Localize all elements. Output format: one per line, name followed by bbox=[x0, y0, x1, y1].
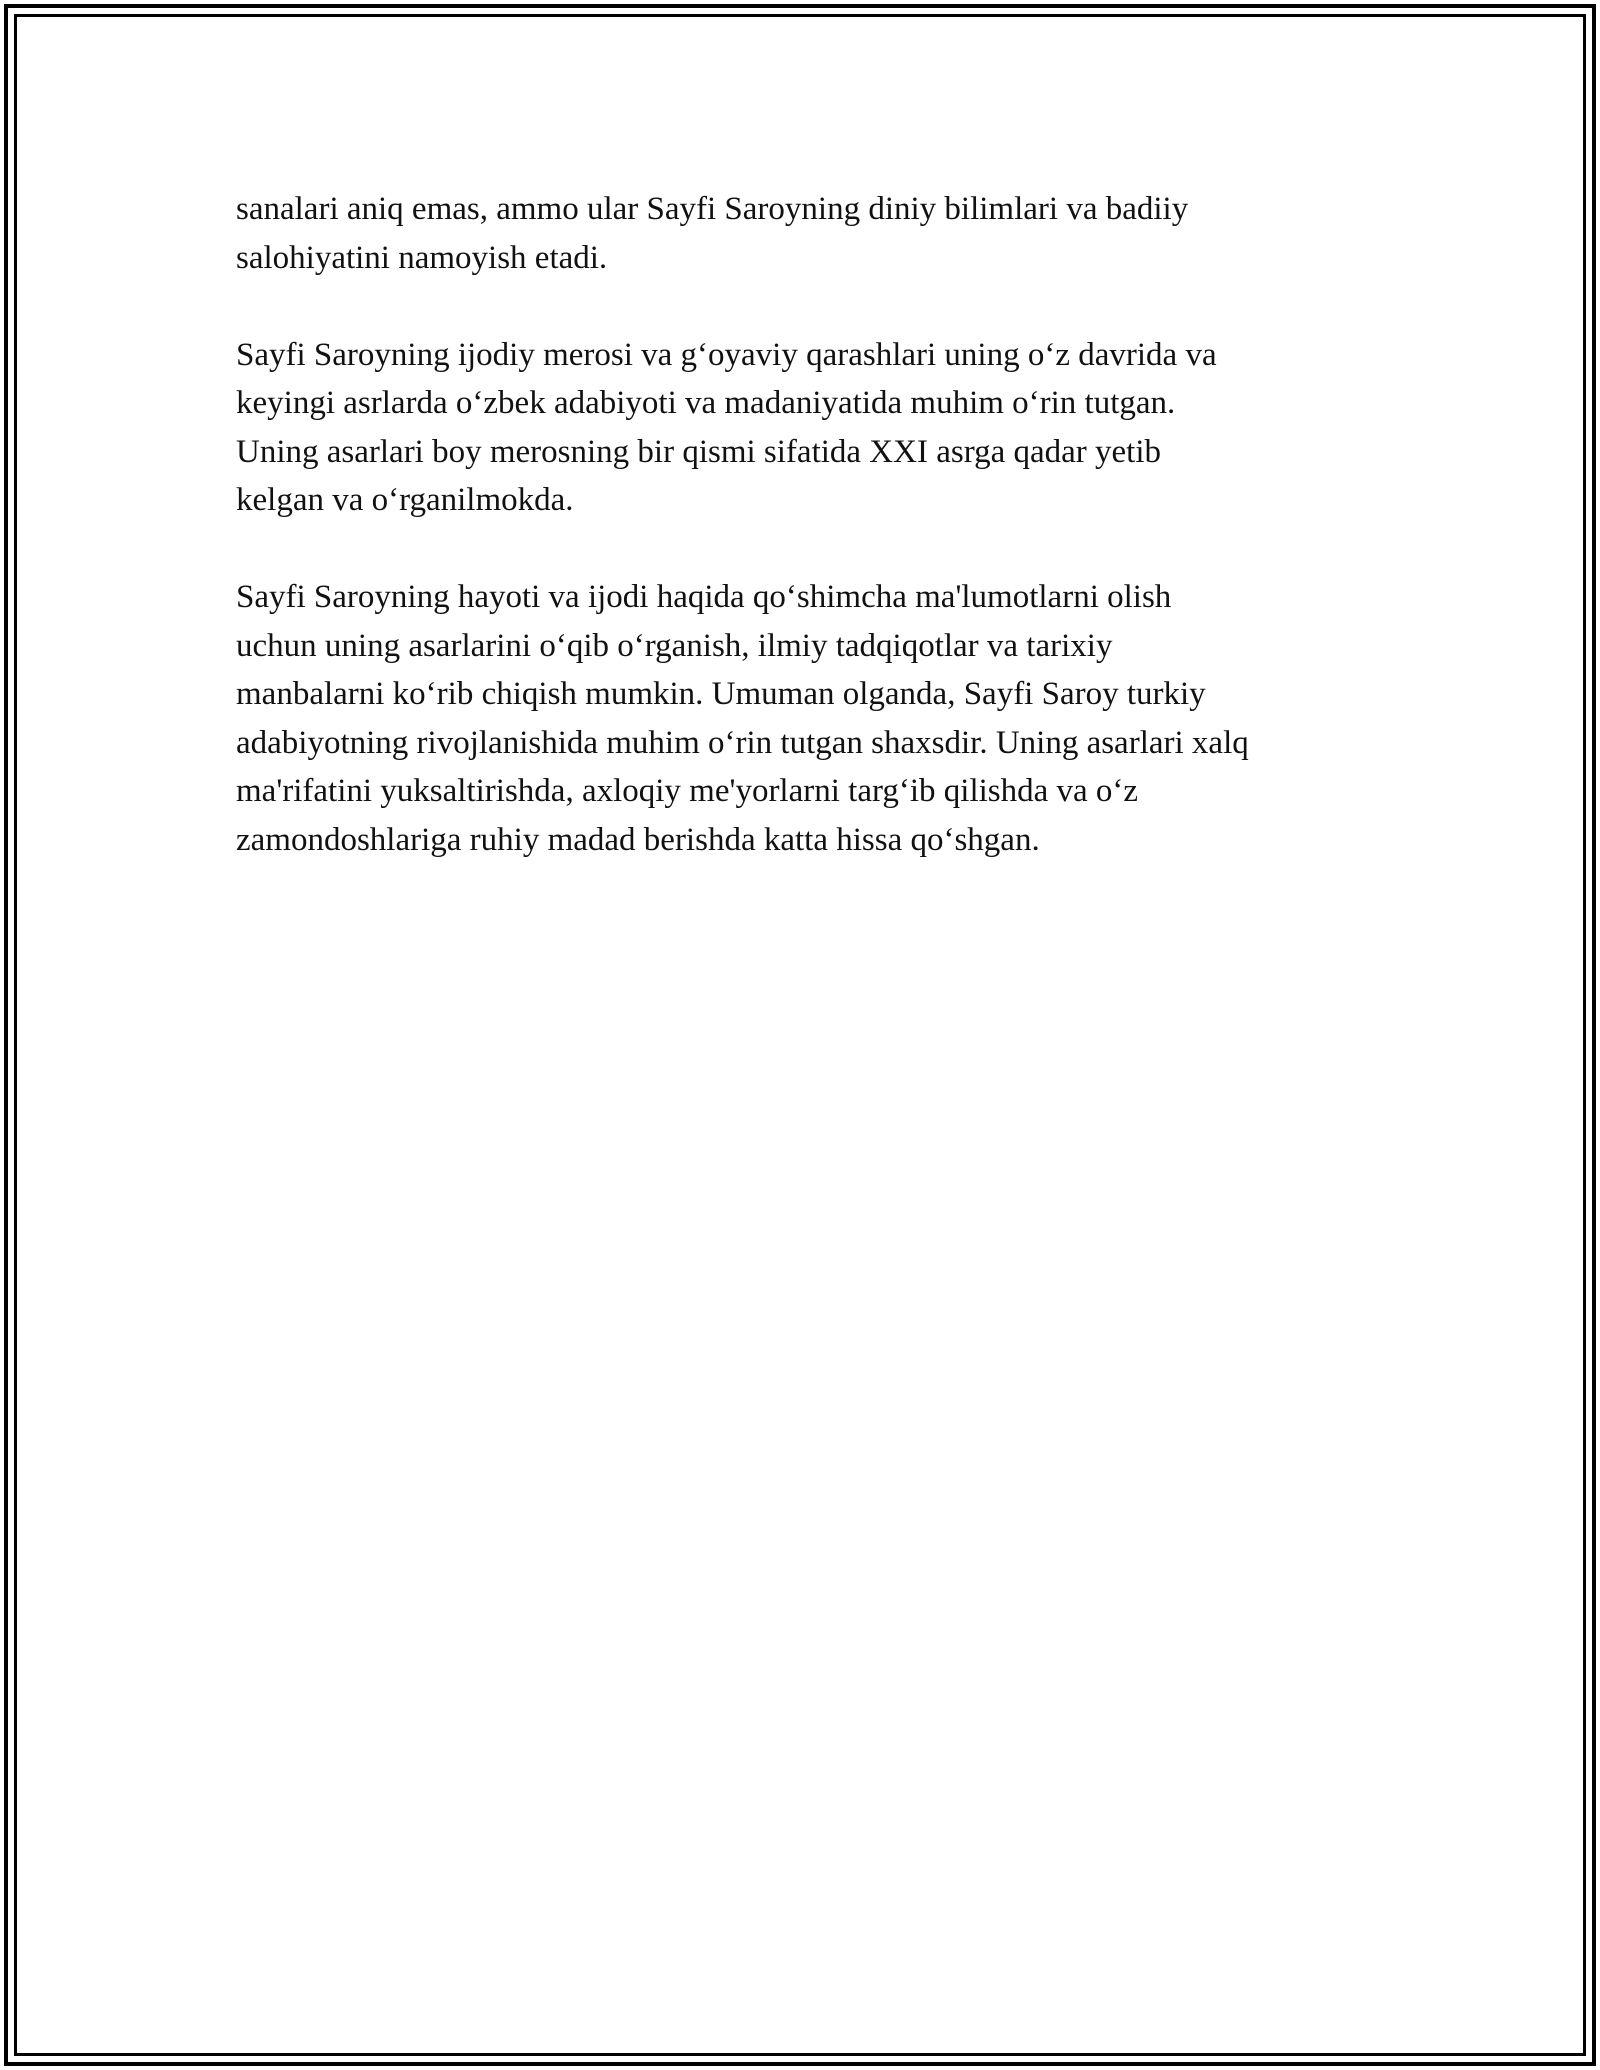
text-line: sanalari aniq emas, ammo ular Sayfi Saroyning diniy bilimlari va badiiy bbox=[236, 191, 1189, 227]
text-line: manbalarni ko‘rib chiqish mumkin. Umuman olganda, Sayfi Saroy turkiy bbox=[236, 676, 1206, 712]
text-line: ma'rifatini yuksaltirishda, axloqiy me'yorlarni targ‘ib qilishda va o‘z bbox=[236, 773, 1139, 809]
paragraph-1 bbox=[236, 185, 1416, 282]
text-line: uchun uning asarlarini o‘qib o‘rganish, ilmiy tadqiqotlar va tarixiy bbox=[236, 627, 1113, 664]
text-line: Uning asarlari boy merosning bir qismi sifatida XXI asrga qadar yetib bbox=[236, 433, 1161, 470]
text-line: adabiyotning rivojlanishida muhim o‘rin tutgan shaxsdir. Uning asarlari xalq bbox=[236, 724, 1249, 761]
paragraph-2 bbox=[236, 331, 1416, 525]
document-body bbox=[236, 185, 1416, 913]
paragraph-3 bbox=[236, 573, 1416, 864]
text-line: Sayfi Saroyning ijodiy merosi va g‘oyaviy qarashlari uning o‘z davrida va bbox=[236, 336, 1217, 373]
text-line: zamondoshlariga ruhiy madad berishda katta hissa qo‘shgan. bbox=[236, 821, 1040, 858]
text-line: salohiyatini namoyish etadi. bbox=[236, 239, 608, 276]
text-line: Sayfi Saroyning hayoti va ijodi haqida qo‘shimcha ma'lumotlarni olish bbox=[236, 579, 1172, 615]
text-line: keyingi asrlarda o‘zbek adabiyoti va madaniyatida muhim o‘rin tutgan. bbox=[236, 385, 1176, 421]
text-line: kelgan va o‘rganilmokda. bbox=[236, 482, 574, 518]
